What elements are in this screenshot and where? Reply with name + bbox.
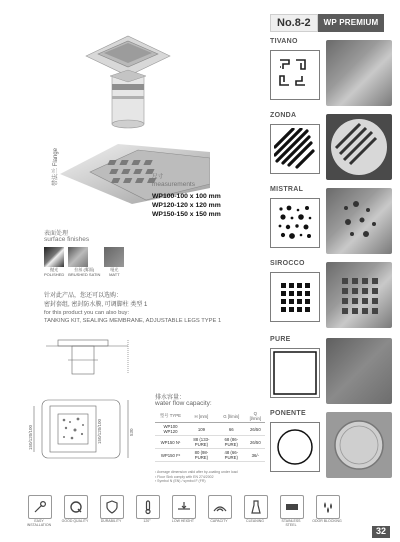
inox-icon [280,495,304,519]
wrench-icon [28,495,52,519]
also-buy-items: TANKING KIT, SEALING MEMBRANE, ADJUSTABLE LEGS TYPE 1 [44,318,222,324]
finish-matt-en: MATT [109,272,120,277]
tivano-grate [270,50,320,100]
flow-cell: WP100 WP120 [155,423,186,436]
flow-note: ² Floor Sink comply with EN 274/2002 [155,474,214,479]
flow-cell: WP150 N¹ [155,436,186,449]
flow-cell: 36/- [246,449,265,462]
flange-label: 带法兰 Flange [53,147,59,186]
table-row [155,423,265,436]
drawing-dim-height: 530 [129,428,134,436]
size-wp120: WP120-120 x 120 mm [152,202,221,209]
also-buy-zh-items: 密封套组, 密封防水膜, 可调脚柱 类型 1 [44,302,148,308]
finish-brushed-en: BRUSHED SATIN [68,272,101,277]
finish-polished-en: POLISHED [44,272,65,277]
product-illustration [78,22,178,132]
ponente-grate [270,422,320,472]
flow-table [155,410,265,462]
surface-label: surface finishes [44,236,90,243]
sirocco-photo [326,262,392,328]
flow-cell: 88 (133-PURE) [186,436,217,449]
size-wp100: WP100-100 x 100 mm [152,193,221,200]
model-label-pure: PURE [270,336,291,343]
brushed-swatch [68,247,88,267]
feature-label: GOOD QUALITY [61,519,89,523]
model-label-sirocco: SIROCCO [270,260,305,267]
drawing-dim-side: 150/120/100 [28,424,33,450]
flow-label-zh: 排水容量： [155,395,186,401]
feature-temperature [136,495,162,527]
pure-photo [326,338,392,404]
series-badge: WP PREMIUM [318,14,385,32]
flow-col-type: 型号 TYPE [155,410,186,423]
product-code: No.8-2 [270,14,318,32]
flow-cell: 26/50 [246,423,265,436]
finish-brushed [68,247,100,277]
flow-cell: 26/50 [246,436,265,449]
measurements-label: measurements [152,181,195,188]
finish-matt-zh: 哑光 [110,267,119,272]
feature-low-height [172,495,198,527]
model-label-tivano: TIVANO [270,38,298,45]
drawing-dim-front: 150/120/100 [97,418,102,444]
finish-matt [104,247,124,277]
sirocco-grate [270,272,320,322]
flow-col-h: H [mm] [186,410,217,423]
feature-odor-blocking [312,495,342,527]
finish-polished-zh: 抛光 [50,267,59,272]
quality-icon [64,495,88,519]
feature-label: STAINLESS STEEL [281,519,301,528]
ponente-photo [326,412,392,478]
measurements-list [152,192,221,219]
drops-icon [316,495,340,519]
zonda-grate [270,124,320,174]
feature-label: CLEANING [246,519,264,523]
finish-polished [44,247,64,277]
feature-label: DURABILITY [100,519,122,523]
page-header [270,14,384,32]
pure-grate [270,348,320,398]
feature-durability [100,495,126,527]
flow-notes [155,470,265,484]
feature-label: CAPACITY [210,519,228,523]
measurements-label-zh: 尺寸 [152,174,164,180]
flow-note: ³ Symbol N (EN) / symbol F (FR) [155,479,206,483]
low-height-icon [172,495,196,519]
mistral-grate [270,198,320,248]
feature-cleaning [244,495,270,527]
also-buy-intro: for this product you can also buy: [44,310,130,316]
thermometer-icon [136,495,160,519]
page-number: 32 [372,526,390,538]
feature-good-quality [61,495,90,527]
polished-swatch [44,247,64,267]
flow-label: water flow capacity: [155,400,212,407]
cleaning-icon [244,495,268,519]
flow-cell: WP150 F² [155,449,186,462]
flow-note: ¹ Average dimension valid after by-coating under load [155,470,238,474]
flow-cell: 68 (86-PURE) [217,436,246,449]
shield-icon [100,495,124,519]
flow-col-g: G [l/min] [217,410,246,423]
size-wp150: WP150-150 x 150 mm [152,211,221,218]
model-label-zonda: ZONDA [270,112,297,119]
table-row [155,436,265,449]
feature-easy-installation [28,495,54,527]
finish-swatches [44,247,124,277]
feature-label: 120° [143,519,151,523]
tivano-photo [326,40,392,106]
mistral-photo [326,188,392,254]
flow-col-q: Q [l/min] [246,410,265,423]
flow-cell: 48 (66-PURE) [217,449,246,462]
matt-swatch [104,247,124,267]
feature-capacity [208,495,234,527]
finish-brushed-zh: 拉丝 (雾面) [74,267,95,272]
also-buy-zh: 针对此产品，您还可以选购： [44,293,123,299]
flow-cell: 80 (98-PURE) [186,449,217,462]
feature-stainless-steel [280,495,306,527]
zonda-photo [326,114,392,180]
flow-cell: 109 [186,423,217,436]
model-label-mistral: MISTRAL [270,186,304,193]
capacity-icon [208,495,232,519]
technical-drawing [28,332,136,462]
flow-table-header [155,410,265,423]
feature-label: EASY INSTALLATION [26,519,52,528]
feature-label: ODOR BLOCKING [312,519,342,523]
surface-label-zh: 表面处理 [44,231,69,237]
feature-label: LOW HEIGHT [171,519,195,523]
table-row [155,449,265,462]
model-label-ponente: PONENTE [270,410,306,417]
flow-cell: 66 [217,423,246,436]
feature-icons [28,495,342,527]
